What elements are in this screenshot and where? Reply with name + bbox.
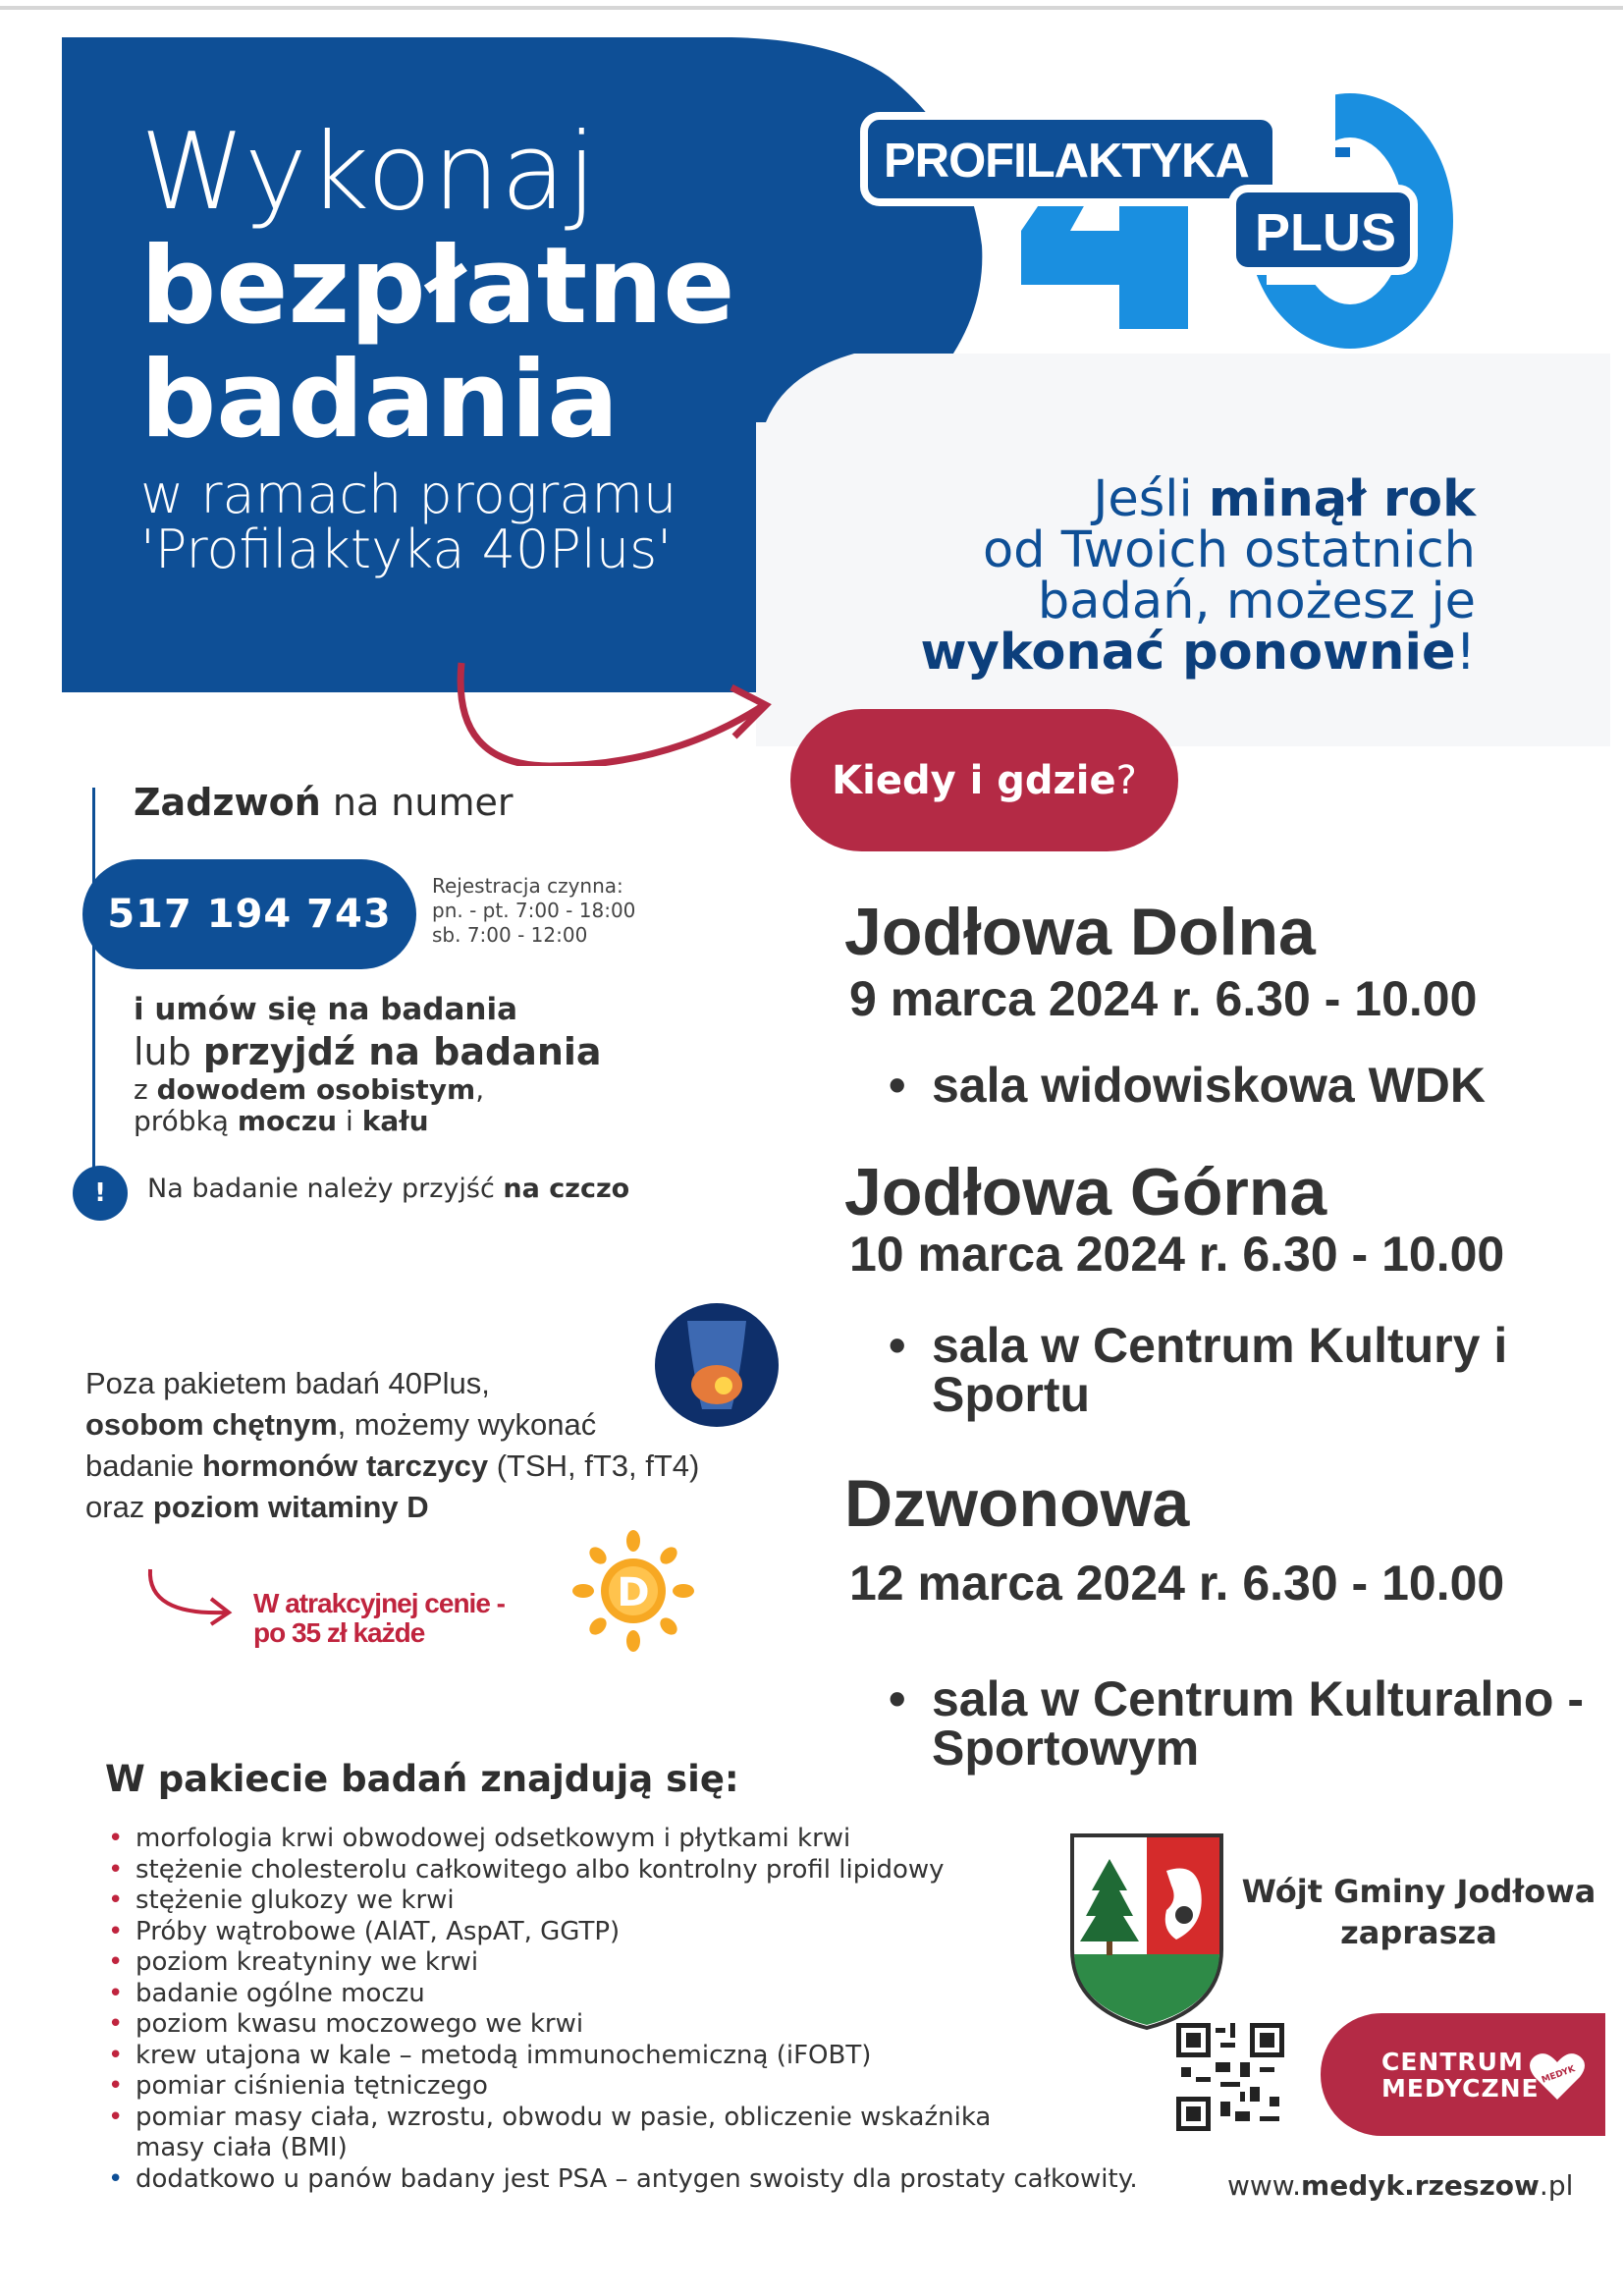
location-title: Jodłowa Dolna — [844, 895, 1316, 969]
list-item: • poziom kreatyniny we krwi — [108, 1947, 1149, 1979]
extra-tests-text: Poza pakietem badań 40Plus, osobom chętnym, możemy wykonać badanie hormonów tarczycy (TSH, fT3, fT4) oraz poziom witaminy D — [85, 1366, 700, 1524]
price-note: W atrakcyjnej cenie - po 35 zł każde — [253, 1588, 506, 1648]
heart-label: MEDYK — [1540, 2064, 1577, 2086]
location-date: 9 marca 2024 r. 6.30 - 10.00 — [849, 971, 1478, 1026]
qr-code — [1176, 2023, 1284, 2131]
vitamin-letter: D — [617, 1570, 650, 1615]
logo-word-profilaktyka: PROFILAKTYKA — [884, 135, 1249, 188]
phone-number[interactable]: 517 194 743 — [82, 859, 416, 969]
exclamation-icon: ! — [73, 1166, 128, 1221]
list-item: • pomiar ciśnienia tętniczego — [108, 2071, 1149, 2103]
location-venue: • sala widowiskowa WDK — [889, 1058, 1487, 1113]
website-link[interactable]: www.medyk.rzeszow.pl — [1227, 2169, 1574, 2202]
list-item: • Próby wątrobowe (AlAT, AspAT, GGTP) — [108, 1917, 1149, 1948]
hero-line-3: badania — [140, 339, 620, 462]
price-arrow-icon — [142, 1561, 241, 1630]
list-item: • badanie ogólne moczu — [108, 1979, 1149, 2010]
list-item: • poziom kwasu moczowego we krwi — [108, 2009, 1149, 2041]
hero-line-2: bezpłatne — [140, 225, 735, 348]
coat-of-arms — [1068, 1831, 1225, 2033]
list-item: • pomiar masy ciała, wzrostu, obwodu w pasie, obliczenie wskaźnika masy ciała (BMI) — [108, 2103, 1019, 2164]
hero-subtitle: w ramach programu 'Profilaktyka 40Plus' — [140, 464, 677, 580]
when-where-badge: Kiedy i gdzie ? — [790, 709, 1178, 851]
list-item: • stężenie cholesterolu całkowitego albo kontrolny profil lipidowy — [108, 1855, 1149, 1886]
contact-divider — [92, 788, 95, 1190]
hero-line-1: Wykonaj — [140, 111, 598, 234]
medical-center-logo: CENTRUM MEDYCZNE MEDYK — [1321, 2013, 1605, 2136]
reminder-text: Jeśli minął rok od Twoich ostatnich badań, możesz je wykonać ponownie! — [920, 470, 1476, 682]
mayor-invitation: Wójt Gminy Jodłowa zaprasza — [1241, 1873, 1596, 1951]
location-title: Dzwonowa — [844, 1466, 1190, 1541]
location-date: 10 marca 2024 r. 6.30 - 10.00 — [849, 1227, 1505, 1282]
list-item: • stężenie glukozy we krwi — [108, 1886, 1149, 1917]
list-item: • dodatkowo u panów badany jest PSA – antygen swoisty dla prostaty całkowity. — [108, 2164, 1149, 2196]
package-title: W pakiecie badań znajdują się: — [105, 1758, 739, 1800]
sun-icon — [569, 1527, 697, 1655]
call-heading: Zadzwoń na numer — [134, 781, 514, 824]
list-item: • krew utajona w kale – metodą immunochemiczną (iFOBT) — [108, 2041, 1149, 2072]
fasting-notice: Na badanie należy przyjść na czczo — [147, 1174, 630, 1204]
package-list — [108, 1824, 1149, 2195]
logo-word-plus: PLUS — [1255, 203, 1397, 262]
location-title: Jodłowa Górna — [844, 1155, 1327, 1230]
location-venue: • sala w Centrum Kulturalno - Sportowym — [889, 1671, 1584, 1776]
location-date: 12 marca 2024 r. 6.30 - 10.00 — [849, 1556, 1505, 1611]
booking-info: i umów się na badania lub przyjdź na badania z dowodem osobistym, próbką moczu i kału — [134, 992, 602, 1137]
list-item: • morfologia krwi obwodowej odsetkowym i płytkami krwi — [108, 1824, 1149, 1855]
location-venue: • sala w Centrum Kultury i Sportu — [889, 1318, 1508, 1422]
heart-icon — [1529, 2050, 1586, 2102]
registration-hours: Rejestracja czynna: pn. - pt. 7:00 - 18:00 sb. 7:00 - 12:00 — [432, 874, 636, 947]
